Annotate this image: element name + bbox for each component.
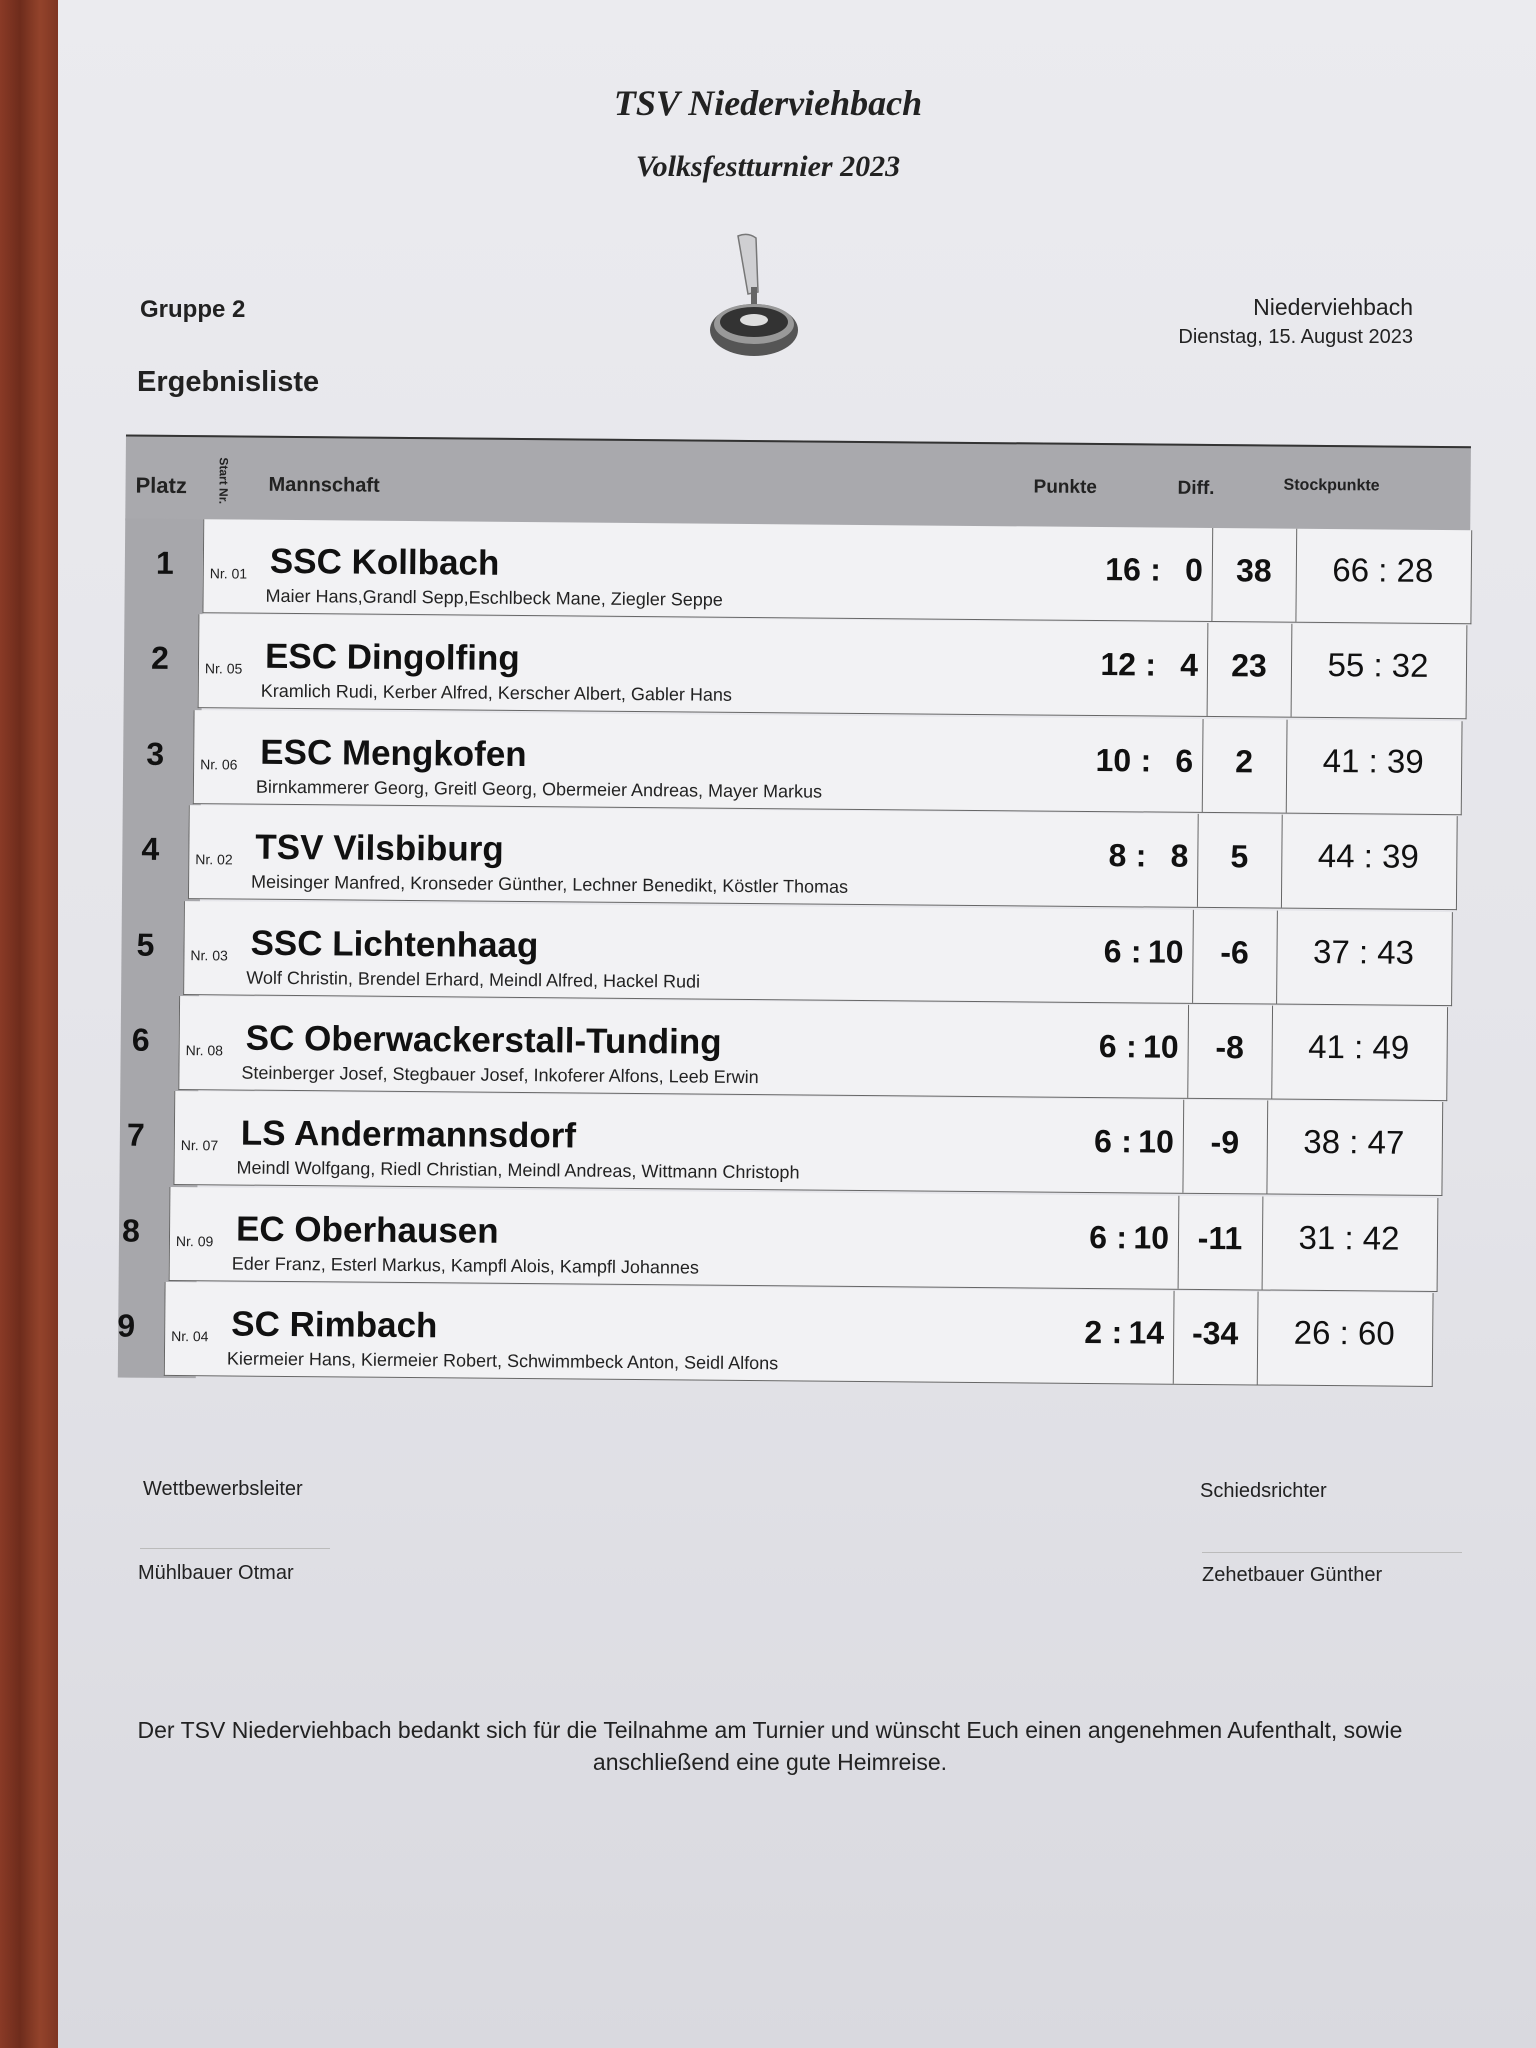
table-row [141, 805, 1458, 910]
column-divider [1291, 624, 1293, 717]
points-won: 8 [1108, 837, 1127, 874]
location: Niederviehbach [1253, 294, 1413, 320]
team-players: Eder Franz, Esterl Markus, Kampfl Alois, Kampfl Johannes [231, 1253, 700, 1278]
team-name: ESC Mengkofen [260, 732, 527, 774]
column-divider [1211, 528, 1213, 621]
col-punkte: Punkte [1033, 476, 1098, 499]
start-number: Nr. 07 [180, 1137, 219, 1154]
point-difference: 5 [1230, 838, 1249, 875]
points-won: 10 [1095, 741, 1132, 779]
team-players: Wolf Christin, Brendel Erhard, Meindl Alfred, Hackel Rudi [246, 967, 701, 992]
column-divider [1276, 910, 1278, 1003]
stock-points: 31 : 42 [1298, 1218, 1400, 1257]
start-number: Nr. 01 [209, 565, 248, 582]
point-difference: -34 [1191, 1315, 1239, 1352]
points-separator: : [1121, 1123, 1133, 1160]
column-divider [1266, 1101, 1268, 1194]
place-number: 6 [131, 1021, 150, 1058]
column-divider [1271, 1006, 1273, 1099]
column-divider [1178, 1196, 1180, 1289]
footer-note [70, 1714, 1470, 1778]
table-row [131, 996, 1448, 1101]
points-won: 6 [1093, 1123, 1113, 1160]
points-lost: 4 [1180, 647, 1199, 684]
column-divider [1202, 719, 1204, 812]
start-number: Nr. 05 [204, 660, 243, 677]
start-number: Nr. 06 [200, 755, 238, 773]
referee-name: Zehetbauer Günther [1202, 1564, 1383, 1586]
team-name: SC Rimbach [231, 1304, 438, 1346]
points-won: 16 [1105, 551, 1142, 588]
stock-points: 37 : 43 [1312, 932, 1415, 971]
team-players: Maier Hans,Grandl Sepp,Eschlbeck Mane, Ziegler Seppe [265, 585, 723, 610]
col-mannschaft: Mannschaft [268, 473, 380, 497]
signature-line-left [140, 1548, 330, 1549]
col-diff: Diff. [1177, 477, 1215, 500]
col-platz: Platz [135, 472, 188, 499]
start-number: Nr. 02 [195, 851, 233, 868]
point-difference: -6 [1220, 933, 1249, 970]
table-header [125, 435, 1471, 533]
column-divider [1187, 1005, 1189, 1098]
table-row [136, 901, 1453, 1006]
list-title: Ergebnisliste [137, 366, 320, 398]
team-name: SSC Lichtenhaag [250, 923, 539, 965]
table-row [121, 1187, 1439, 1292]
stock-points: 26 : 60 [1293, 1313, 1395, 1352]
footer-line-2: anschließend eine gute Heimreise. [592, 1749, 948, 1775]
team-name: ESC Dingolfing [264, 637, 520, 679]
point-difference: -8 [1215, 1029, 1245, 1066]
points-separator: : [1125, 1028, 1137, 1065]
team-name: SC Oberwackerstall-Tunding [245, 1018, 722, 1062]
point-difference: 38 [1235, 552, 1272, 589]
place-number: 4 [141, 830, 160, 868]
points-won: 6 [1098, 1028, 1117, 1065]
point-difference: -11 [1197, 1219, 1243, 1257]
table-row [155, 519, 1472, 624]
points-separator: : [1111, 1314, 1123, 1351]
points-lost: 0 [1184, 551, 1204, 588]
stock-points: 55 : 32 [1327, 646, 1429, 685]
place-number: 7 [126, 1116, 145, 1154]
team-players: Meindl Wolfgang, Riedl Christian, Meindl Andreas, Wittmann Christoph [236, 1157, 800, 1183]
team-name: SSC Kollbach [269, 541, 500, 583]
team-players: Kramlich Rudi, Kerber Alfred, Kerscher Albert, Gabler Hans [260, 681, 733, 706]
place-date [1178, 292, 1413, 351]
column-divider [1182, 1100, 1184, 1193]
table-row [150, 615, 1468, 720]
start-number: Nr. 04 [171, 1328, 209, 1345]
stock-points: 41 : 49 [1308, 1027, 1410, 1066]
group-label: Gruppe 2 [140, 296, 246, 323]
points-lost: 10 [1142, 1028, 1179, 1065]
col-start-nr: Start Nr. [216, 457, 231, 505]
date: Dienstag, 15. August 2023 [1178, 326, 1413, 348]
stock-points: 44 : 39 [1317, 837, 1419, 876]
points-lost: 14 [1128, 1314, 1165, 1351]
column-divider [1295, 529, 1297, 622]
points-separator: : [1140, 742, 1152, 779]
col-stockpunkte: Stockpunkte [1283, 476, 1380, 495]
points-lost: 10 [1138, 1123, 1175, 1161]
table-row [126, 1091, 1443, 1196]
start-number: Nr. 03 [190, 946, 228, 964]
column-divider [1192, 909, 1194, 1002]
point-difference: -9 [1210, 1124, 1240, 1161]
point-difference: 23 [1231, 647, 1267, 684]
points-lost: 10 [1147, 933, 1184, 970]
points-lost: 10 [1133, 1219, 1170, 1256]
points-won: 6 [1089, 1218, 1108, 1255]
points-separator: : [1116, 1219, 1128, 1256]
eisstock-icon [708, 232, 804, 362]
team-name: EC Oberhausen [235, 1209, 499, 1251]
points-separator: : [1150, 551, 1162, 588]
points-lost: 8 [1170, 837, 1189, 875]
stock-points: 41 : 39 [1322, 741, 1424, 780]
start-number: Nr. 08 [185, 1042, 224, 1059]
column-divider [1262, 1196, 1264, 1289]
club-title: TSV Niederviehbach [613, 83, 923, 123]
column-divider [1281, 815, 1283, 908]
signature-line-right [1202, 1552, 1462, 1553]
team-players: Steinberger Josef, Stegbauer Josef, Inkoferer Alfons, Leeb Erwin [241, 1062, 759, 1088]
place-number: 9 [117, 1307, 136, 1344]
competition-leader-name: Mühlbauer Otmar [138, 1562, 294, 1584]
place-number: 2 [150, 640, 170, 677]
column-divider [1173, 1291, 1175, 1384]
results-table [56, 434, 1484, 1389]
stock-points: 66 : 28 [1332, 551, 1434, 589]
team-players: Meisinger Manfred, Kronseder Günther, Lechner Benedikt, Köstler Thomas [251, 871, 849, 898]
place-number: 8 [121, 1212, 141, 1249]
team-name: TSV Vilsbiburg [255, 827, 504, 870]
column-divider [1207, 623, 1209, 716]
points-won: 12 [1100, 646, 1137, 683]
place-number: 5 [136, 926, 155, 963]
points-separator: : [1145, 646, 1157, 683]
competition-leader-label: Wettbewerbsleiter [143, 1478, 303, 1500]
column-divider [1197, 814, 1199, 907]
team-players: Kiermeier Hans, Kiermeier Robert, Schwimmbeck Anton, Seidl Alfons [226, 1348, 779, 1374]
place-number: 3 [146, 735, 165, 772]
points-won: 2 [1084, 1314, 1103, 1351]
column-divider [1257, 1292, 1259, 1385]
place-number: 1 [155, 544, 174, 581]
stock-points: 38 : 47 [1303, 1123, 1405, 1162]
table-row [117, 1282, 1434, 1387]
table-row [146, 710, 1463, 815]
tournament-title: Volksfestturnier 2023 [635, 150, 901, 183]
start-number: Nr. 09 [175, 1232, 214, 1250]
team-name: LS Andermannsdorf [240, 1113, 577, 1156]
footer-line-1: Der TSV Niederviehbach bedankt sich für die Teilnahme am Turnier und wünscht Euch einen angenehmen Aufenthalt, sowie [137, 1717, 1403, 1743]
referee-label: Schiedsrichter [1200, 1480, 1327, 1502]
team-players: Birnkammerer Georg, Greitl Georg, Obermeier Andreas, Mayer Markus [255, 776, 823, 802]
points-lost: 6 [1175, 742, 1194, 779]
points-separator: : [1130, 932, 1142, 970]
point-difference: 2 [1235, 743, 1254, 780]
points-won: 6 [1103, 932, 1122, 969]
column-divider [1286, 719, 1288, 812]
points-separator: : [1135, 837, 1147, 874]
